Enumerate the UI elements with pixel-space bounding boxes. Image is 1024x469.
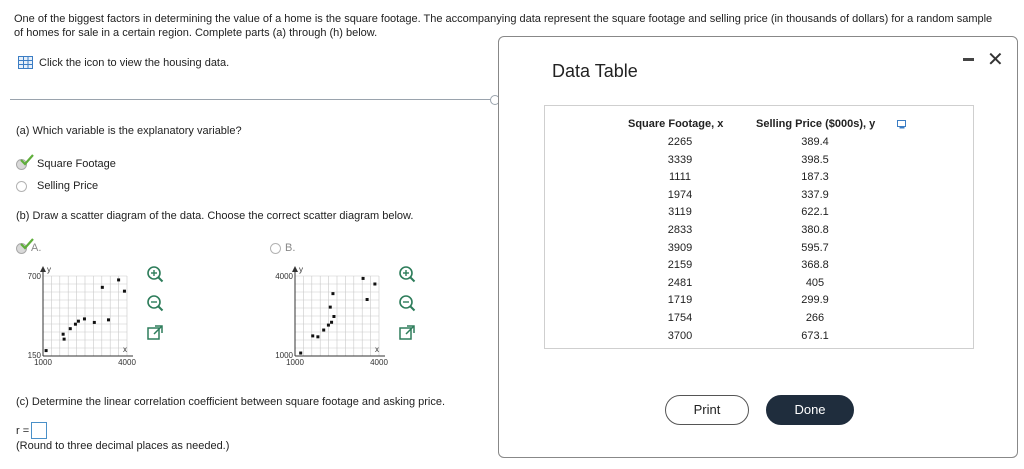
zoom-in-icon[interactable] [398,265,416,283]
table-cell-y: 266 [805,312,825,324]
view-data-label[interactable]: Click the icon to view the housing data. [39,56,230,69]
minimize-icon[interactable] [963,58,974,61]
column-header-y: Selling Price ($000s), y [756,118,876,130]
x-min-label: 1000 [34,358,52,367]
check-icon [20,238,34,250]
table-cell-y: 389.4 [801,136,829,148]
r-answer-input[interactable] [31,422,47,439]
data-point [373,283,376,286]
check-icon [20,154,34,166]
radio-option-a[interactable] [16,243,27,254]
grid-icon[interactable] [18,56,33,69]
print-button[interactable]: Print [665,395,749,425]
scatter-option-a[interactable] [16,242,41,254]
y-axis-label: y [299,265,303,274]
option-label-selling-price: Selling Price [37,180,99,192]
data-point [63,338,66,341]
close-icon[interactable]: ✕ [987,47,1004,71]
part-c-question: (c) Determine the linear correlation coefficient between square footage and asking price. [16,396,446,408]
part-b-question: (b) Draw a scatter diagram of the data. Choose the correct scatter diagram below. [16,210,414,222]
table-cell-y: 673.1 [801,329,829,342]
data-point [74,323,77,326]
table-cell-y: 398.5 [801,153,829,166]
zoom-out-icon[interactable] [146,294,164,312]
option-b-label: B. [285,242,296,254]
expand-icon[interactable] [146,324,164,342]
scatter-chart-b [262,262,392,378]
table-cell-y: 380.8 [801,224,829,236]
expand-icon[interactable] [398,324,416,342]
table-cell-x: 2481 [667,276,693,289]
scatter-chart-a [10,262,140,378]
column-header-x: Square Footage, x [628,118,724,130]
data-point [77,320,80,323]
data-point [45,349,48,352]
x-axis-label: x [375,345,379,354]
dialog-title: Data Table [552,61,638,81]
data-point [329,306,332,309]
zoom-out-icon[interactable] [398,294,416,312]
data-point [331,292,334,295]
data-point [362,277,365,280]
table-cell-x: 1974 [667,188,693,201]
section-divider [10,99,494,100]
data-point [107,318,110,321]
zoom-in-icon[interactable] [146,265,164,283]
x-axis-label: x [123,345,127,354]
y-min-label: 150 [27,351,41,360]
option-a-label: A. [31,242,42,254]
table-cell-x: 1719 [667,294,693,307]
rounding-hint: (Round to three decimal places as needed.) [16,440,230,452]
radio-option-b[interactable] [270,243,281,254]
table-cell-y: 337.9 [801,188,829,201]
option-selling-price[interactable] [16,180,98,192]
y-max-label: 700 [27,272,41,281]
scatter-option-b[interactable] [270,242,295,254]
x-max-label: 4000 [118,358,136,367]
r-label: r = [16,425,30,437]
x-max-label: 4000 [370,358,388,367]
y-max-label: 4000 [275,272,293,281]
option-square-footage[interactable] [16,158,116,170]
data-point [62,333,65,336]
table-cell-y: 299.9 [801,294,829,307]
problem-intro: One of the biggest factors in determining the value of a home is the square footage. The accompanying data represent the square footage and selling price (in thousands of dollars) for a random sample of homes for sale in a certain region. Complete parts (a) through (h) below. [14,13,993,39]
data-point [322,329,325,332]
data-point [327,324,330,327]
view-data-link[interactable] [18,56,229,69]
data-point [311,334,314,337]
table-cell-x: 3119 [668,206,692,219]
table-cell-y: 622.1 [801,206,829,219]
data-point [366,298,369,301]
data-point [123,290,126,293]
data-point [299,352,302,355]
table-cell-y: 405 [805,276,825,289]
data-table-dialog [498,36,1018,458]
x-min-label: 1000 [286,358,304,367]
table-cell-x: 3909 [667,241,693,254]
table-cell-x: 2833 [667,224,693,236]
data-point [69,327,72,330]
y-min-label: 1000 [275,351,293,360]
table-cell-x: 2265 [667,136,693,148]
done-button[interactable]: Done [766,395,854,425]
table-cell-y: 595.7 [801,241,829,254]
table-cell-x: 1754 [667,312,693,324]
data-table [544,105,974,349]
table-cell-x: 1111 [668,171,692,184]
radio-square-footage[interactable] [16,159,27,170]
table-cell-x: 3700 [667,329,693,342]
table-cell-y: 187.3 [801,171,829,184]
data-point [332,315,335,318]
table-cell-x: 2159 [667,259,693,272]
copy-icon[interactable] [897,120,907,130]
data-point [83,317,86,320]
table-cell-y: 368.8 [801,259,829,272]
part-a-question: (a) Which variable is the explanatory variable? [16,125,242,137]
table-cell-x: 3339 [667,153,693,166]
data-point [101,286,104,289]
option-label-square-footage: Square Footage [37,158,116,170]
data-point [330,321,333,324]
data-point [316,335,319,338]
y-axis-label: y [47,265,51,274]
data-point [117,278,120,281]
data-point [93,321,96,324]
radio-selling-price[interactable] [16,181,27,192]
